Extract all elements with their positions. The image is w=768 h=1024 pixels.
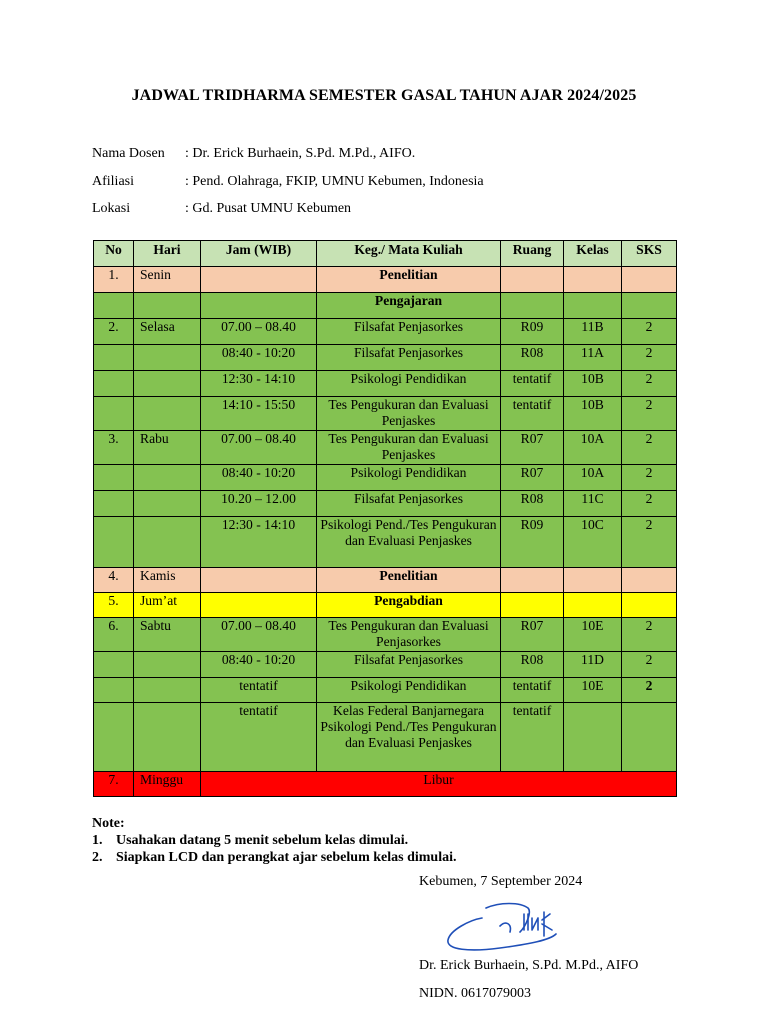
cell-class xyxy=(564,593,622,618)
cell-time: 08:40 - 10:20 xyxy=(201,345,317,371)
cell-credits: 2 xyxy=(622,345,677,371)
cell-class: 10E xyxy=(564,618,622,652)
cell-time xyxy=(201,293,317,319)
column-header: No xyxy=(94,241,134,267)
cell-room: tentatif xyxy=(501,703,564,772)
table-row xyxy=(94,517,677,568)
table-row xyxy=(94,618,677,652)
table-row xyxy=(94,652,677,678)
signer-name: Dr. Erick Burhaein, S.Pd. M.Pd., AIFO xyxy=(419,958,639,973)
cell-credits: 2 xyxy=(622,431,677,465)
cell-activity: Psikologi Pendidikan xyxy=(317,678,501,703)
cell-credits xyxy=(622,703,677,772)
cell-time: 07.00 – 08.40 xyxy=(201,319,317,345)
cell-credits: 2 xyxy=(622,371,677,397)
cell-time: tentatif xyxy=(201,703,317,772)
cell-no xyxy=(94,491,134,517)
cell-class: 10A xyxy=(564,431,622,465)
cell-time: 12:30 - 14:10 xyxy=(201,371,317,397)
cell-day xyxy=(134,703,201,772)
note-number: 1. xyxy=(92,833,103,848)
cell-credits: 2 xyxy=(622,319,677,345)
note-item xyxy=(92,849,456,866)
table-row xyxy=(94,293,677,319)
cell-class: 10B xyxy=(564,397,622,431)
cell-room: tentatif xyxy=(501,678,564,703)
cell-class: 11D xyxy=(564,652,622,678)
cell-no: 2. xyxy=(94,319,134,345)
cell-credits: 2 xyxy=(622,618,677,652)
cell-credits xyxy=(622,568,677,593)
info-value: : Pend. Olahraga, FKIP, UMNU Kebumen, Indonesia xyxy=(185,173,484,189)
signer-nidn: NIDN. 0617079003 xyxy=(419,986,531,1001)
cell-no: 5. xyxy=(94,593,134,618)
cell-class xyxy=(564,293,622,319)
cell-no xyxy=(94,293,134,319)
cell-class: 10A xyxy=(564,465,622,491)
column-header: SKS xyxy=(622,241,677,267)
column-header: Ruang xyxy=(501,241,564,267)
cell-activity: Filsafat Penjasorkes xyxy=(317,491,501,517)
cell-room: R08 xyxy=(501,345,564,371)
note-text: Siapkan LCD dan perangkat ajar sebelum kelas dimulai. xyxy=(116,850,457,865)
cell-activity: Filsafat Penjasorkes xyxy=(317,652,501,678)
document-title: JADWAL TRIDHARMA SEMESTER GASAL TAHUN AJAR 2024/2025 xyxy=(131,87,637,104)
cell-day xyxy=(134,293,201,319)
cell-activity: Tes Pengukuran dan Evaluasi Penjaskes xyxy=(317,397,501,431)
cell-day: Sabtu xyxy=(134,618,201,652)
cell-time: 10.20 – 12.00 xyxy=(201,491,317,517)
cell-time: 07.00 – 08.40 xyxy=(201,431,317,465)
cell-time: 12:30 - 14:10 xyxy=(201,517,317,568)
note-text: Usahakan datang 5 menit sebelum kelas dimulai. xyxy=(116,833,409,848)
cell-credits: 2 xyxy=(622,397,677,431)
cell-no xyxy=(94,517,134,568)
cell-holiday: Libur xyxy=(201,772,677,797)
table-row xyxy=(94,345,677,371)
info-value: : Dr. Erick Burhaein, S.Pd. M.Pd., AIFO. xyxy=(185,146,416,161)
place-date: Kebumen, 7 September 2024 xyxy=(419,874,583,889)
cell-day: Minggu xyxy=(134,772,201,797)
cell-time: 07.00 – 08.40 xyxy=(201,618,317,652)
cell-room: R07 xyxy=(501,431,564,465)
cell-activity: Filsafat Penjasorkes xyxy=(317,319,501,345)
cell-activity: Pengajaran xyxy=(317,293,501,319)
cell-day xyxy=(134,517,201,568)
note-number: 2. xyxy=(92,850,103,865)
cell-time xyxy=(201,593,317,618)
cell-day: Kamis xyxy=(134,568,201,593)
table-row xyxy=(94,593,677,618)
cell-day xyxy=(134,397,201,431)
cell-class xyxy=(564,703,622,772)
column-header: Jam (WIB) xyxy=(201,241,317,267)
cell-day xyxy=(134,465,201,491)
cell-time: tentatif xyxy=(201,678,317,703)
handwritten-signature xyxy=(440,896,570,958)
notes-section xyxy=(92,815,456,866)
column-header: Kelas xyxy=(564,241,622,267)
table-row xyxy=(94,431,677,465)
cell-room: R08 xyxy=(501,491,564,517)
table-header-row xyxy=(94,241,677,267)
cell-credits xyxy=(622,593,677,618)
cell-room: R09 xyxy=(501,517,564,568)
cell-room: R08 xyxy=(501,652,564,678)
cell-class xyxy=(564,267,622,293)
cell-activity: Penelitian xyxy=(317,568,501,593)
table-row xyxy=(94,678,677,703)
cell-activity: Kelas Federal Banjarnegara Psikologi Pend./Tes Pengukuran dan Evaluasi Penjaskes xyxy=(317,703,501,772)
cell-class: 10E xyxy=(564,678,622,703)
cell-activity: Psikologi Pendidikan xyxy=(317,465,501,491)
cell-activity: Psikologi Pendidikan xyxy=(317,371,501,397)
cell-class: 10C xyxy=(564,517,622,568)
cell-no xyxy=(94,678,134,703)
cell-day xyxy=(134,652,201,678)
notes-heading: Note: xyxy=(92,816,125,831)
info-label: Lokasi xyxy=(92,201,131,216)
info-label: Nama Dosen xyxy=(92,146,165,161)
cell-no: 7. xyxy=(94,772,134,797)
cell-day xyxy=(134,678,201,703)
info-label: Afiliasi xyxy=(92,173,134,189)
cell-room xyxy=(501,568,564,593)
table-row xyxy=(94,465,677,491)
cell-time: 08:40 - 10:20 xyxy=(201,465,317,491)
cell-time xyxy=(201,568,317,593)
cell-time xyxy=(201,267,317,293)
table-row xyxy=(94,397,677,431)
cell-no: 4. xyxy=(94,568,134,593)
table-row xyxy=(94,491,677,517)
cell-credits: 2 xyxy=(622,491,677,517)
cell-credits: 2 xyxy=(622,465,677,491)
cell-class xyxy=(564,568,622,593)
table-row xyxy=(94,371,677,397)
cell-credits: 2 xyxy=(622,678,677,703)
table-row xyxy=(94,319,677,345)
cell-room: R07 xyxy=(501,618,564,652)
cell-activity: Pengabdian xyxy=(317,593,501,618)
cell-room xyxy=(501,593,564,618)
cell-room: R09 xyxy=(501,319,564,345)
cell-no: 6. xyxy=(94,618,134,652)
cell-activity: Tes Pengukuran dan Evaluasi Penjaskes xyxy=(317,431,501,465)
cell-time: 08:40 - 10:20 xyxy=(201,652,317,678)
table-row xyxy=(94,267,677,293)
cell-room xyxy=(501,267,564,293)
cell-no xyxy=(94,465,134,491)
cell-day: Senin xyxy=(134,267,201,293)
cell-activity: Penelitian xyxy=(317,267,501,293)
cell-no xyxy=(94,703,134,772)
cell-credits: 2 xyxy=(622,517,677,568)
cell-activity: Tes Pengukuran dan Evaluasi Penjasorkes xyxy=(317,618,501,652)
cell-credits xyxy=(622,267,677,293)
cell-no: 3. xyxy=(94,431,134,465)
cell-day: Selasa xyxy=(134,319,201,345)
info-value: : Gd. Pusat UMNU Kebumen xyxy=(185,201,352,216)
cell-room: tentatif xyxy=(501,397,564,431)
cell-room: tentatif xyxy=(501,371,564,397)
cell-room: R07 xyxy=(501,465,564,491)
cell-class: 11A xyxy=(564,345,622,371)
cell-no xyxy=(94,652,134,678)
cell-no xyxy=(94,371,134,397)
cell-day: Jum’at xyxy=(134,593,201,618)
table-row xyxy=(94,703,677,772)
cell-room xyxy=(501,293,564,319)
cell-class: 10B xyxy=(564,371,622,397)
table-row xyxy=(94,568,677,593)
cell-day xyxy=(134,491,201,517)
cell-day: Rabu xyxy=(134,431,201,465)
cell-credits: 2 xyxy=(622,652,677,678)
cell-time: 14:10 - 15:50 xyxy=(201,397,317,431)
cell-class: 11B xyxy=(564,319,622,345)
cell-activity: Filsafat Penjasorkes xyxy=(317,345,501,371)
table-row xyxy=(94,772,677,797)
cell-day xyxy=(134,371,201,397)
column-header: Hari xyxy=(134,241,201,267)
cell-no: 1. xyxy=(94,267,134,293)
cell-no xyxy=(94,397,134,431)
cell-class: 11C xyxy=(564,491,622,517)
cell-day xyxy=(134,345,201,371)
cell-no xyxy=(94,345,134,371)
column-header: Keg./ Mata Kuliah xyxy=(317,241,501,267)
note-item xyxy=(92,832,456,849)
cell-activity: Psikologi Pend./Tes Pengukuran dan Evaluasi Penjaskes xyxy=(317,517,501,568)
schedule-table xyxy=(93,240,677,797)
cell-credits xyxy=(622,293,677,319)
